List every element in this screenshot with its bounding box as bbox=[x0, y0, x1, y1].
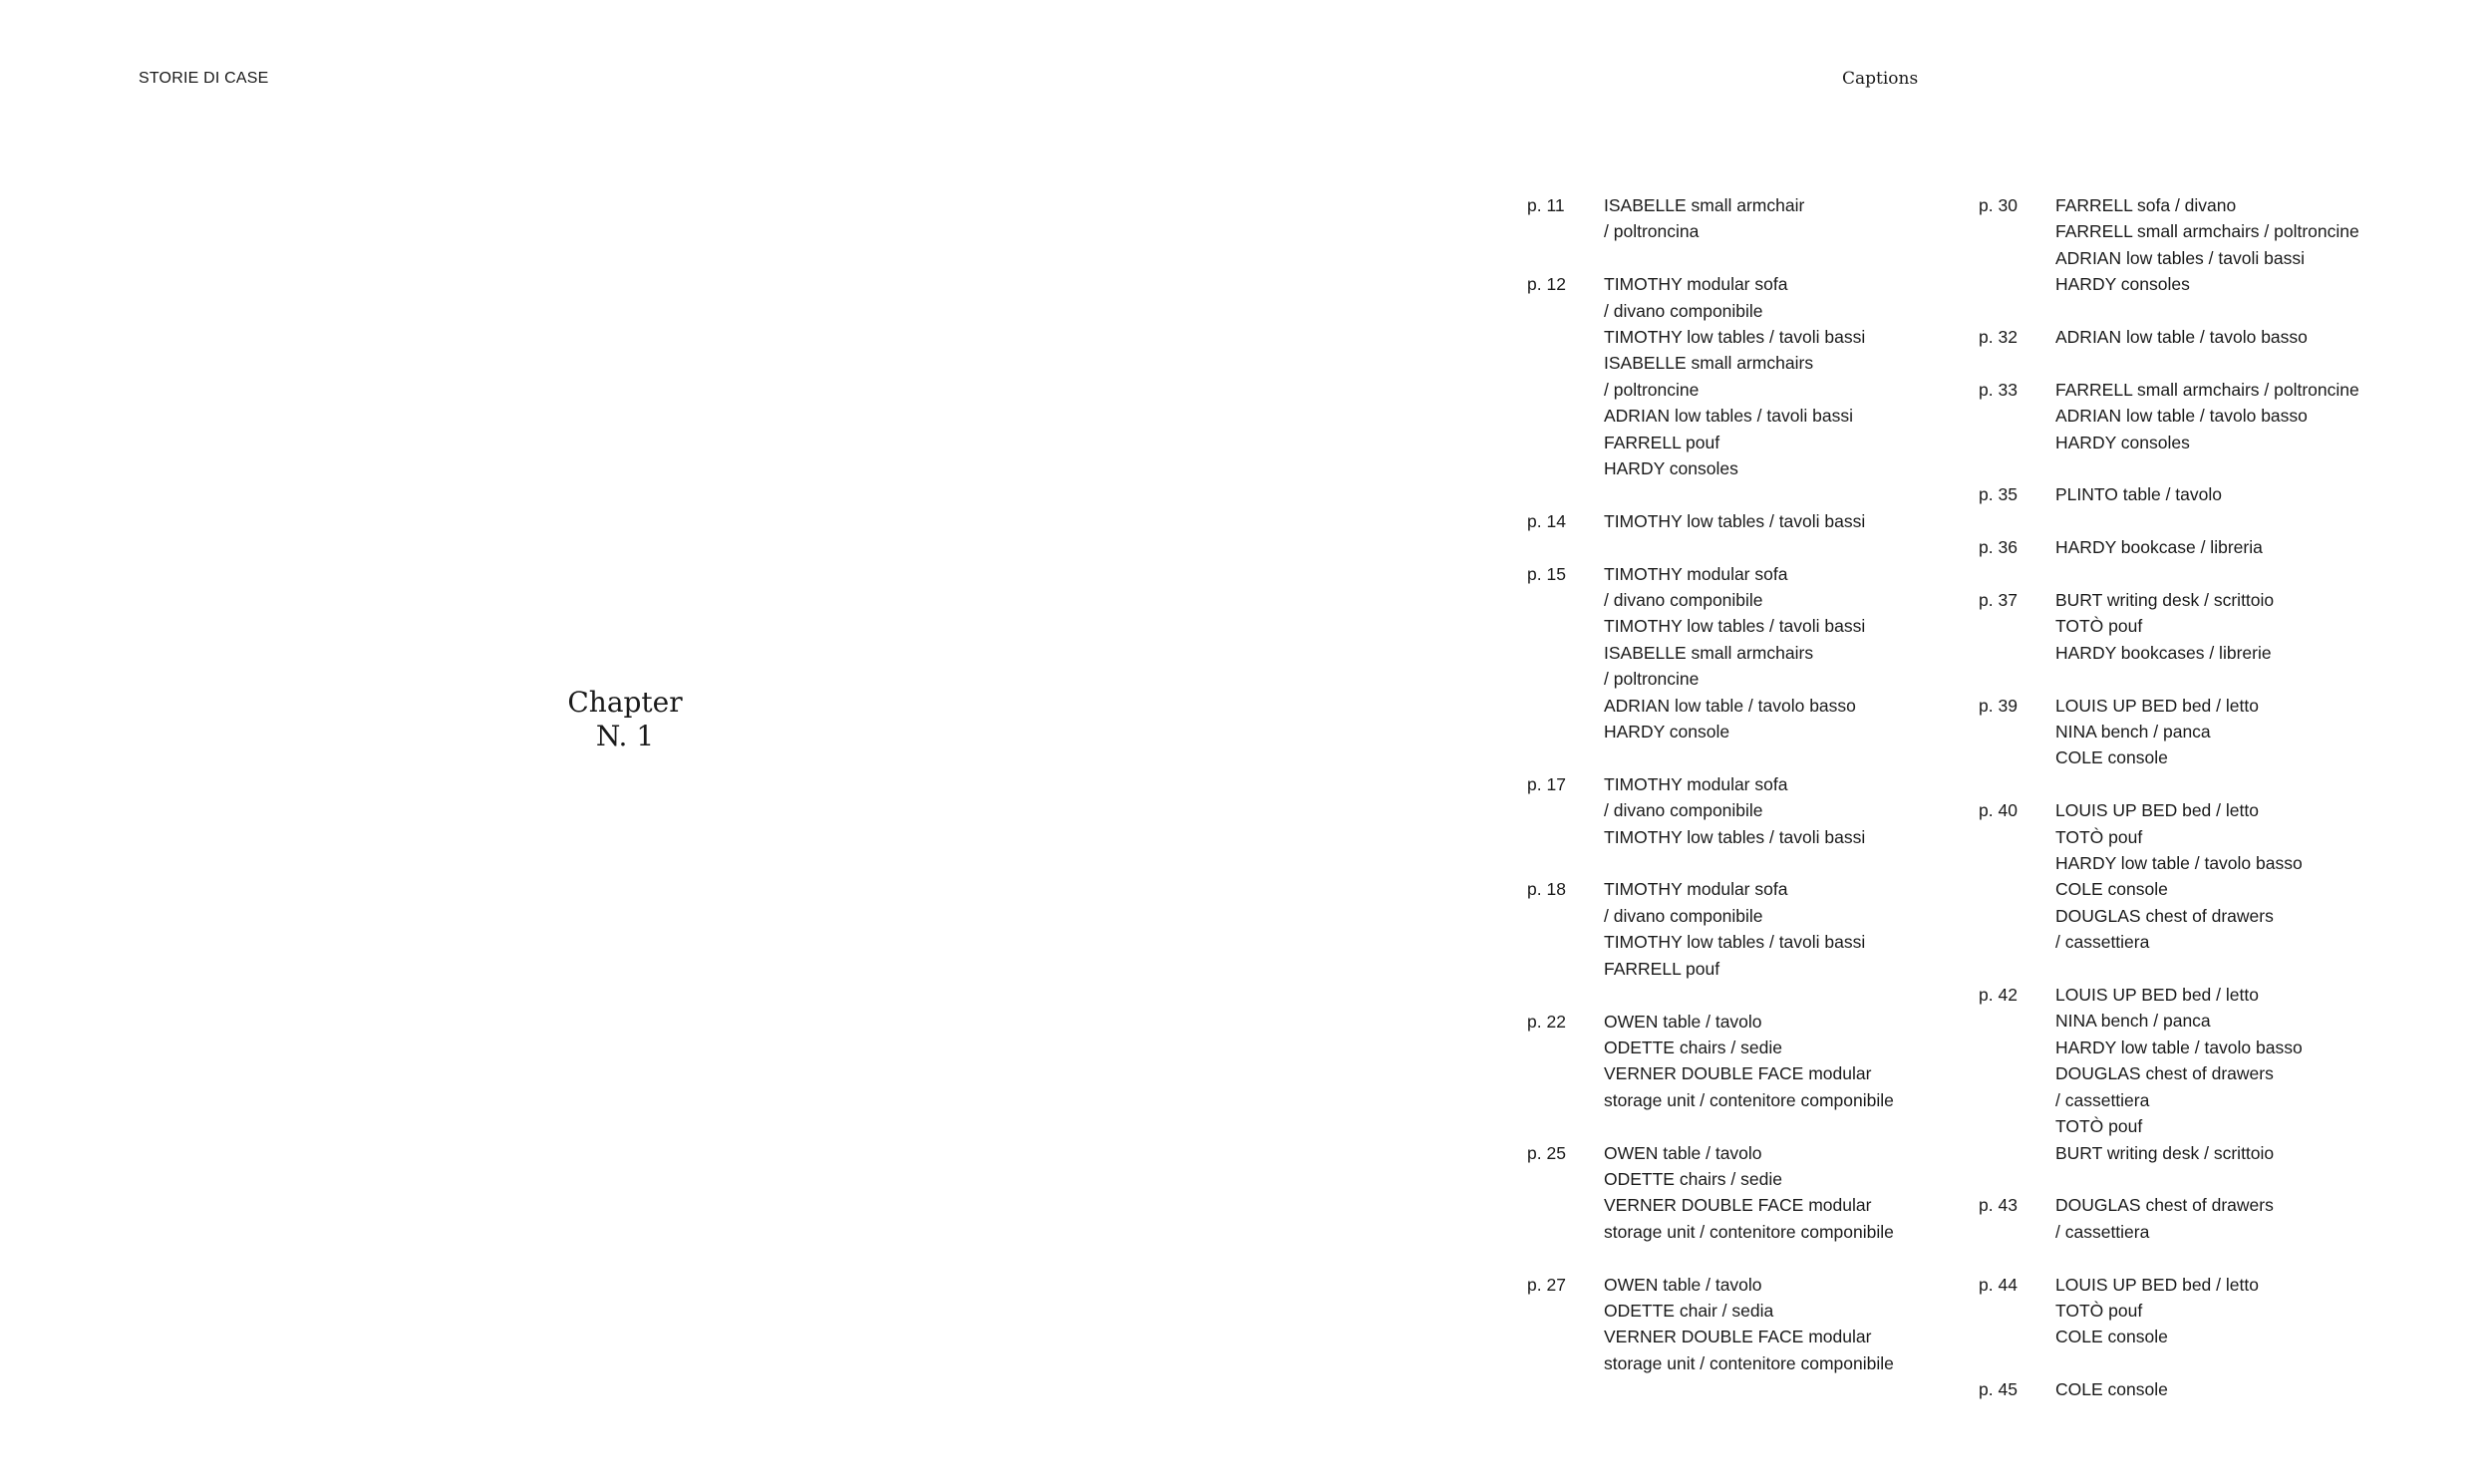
caption-item: VERNER DOUBLE FACE modular bbox=[1604, 1327, 1872, 1347]
caption-page-number: p. 33 bbox=[1979, 379, 2018, 400]
caption-item: COLE console bbox=[2055, 747, 2168, 768]
caption-item: FARRELL small armchairs / poltroncine bbox=[2055, 379, 2359, 400]
caption-item-list bbox=[2055, 534, 2417, 560]
caption-item: NINA bench / panca bbox=[2055, 722, 2211, 742]
caption-item-list bbox=[2055, 1272, 2417, 1350]
caption-item: OWEN table / tavolo bbox=[1604, 1011, 1762, 1032]
chapter-title-line-2: N. 1 bbox=[595, 720, 655, 752]
caption-entry bbox=[1979, 324, 2417, 350]
caption-page-number: p. 25 bbox=[1527, 1142, 1566, 1163]
caption-entry bbox=[1979, 982, 2417, 1166]
caption-entry bbox=[1527, 1009, 1966, 1114]
caption-entry bbox=[1979, 192, 2417, 298]
caption-item: HARDY console bbox=[1604, 722, 1730, 742]
caption-item: ODETTE chairs / sedie bbox=[1604, 1037, 1782, 1057]
caption-item-list bbox=[2055, 693, 2417, 771]
caption-item-list bbox=[1604, 271, 1966, 481]
caption-item: DOUGLAS chest of drawers bbox=[2055, 1195, 2274, 1216]
caption-item: FARRELL pouf bbox=[1604, 958, 1720, 979]
caption-item: VERNER DOUBLE FACE modular bbox=[1604, 1195, 1872, 1216]
caption-item-list bbox=[2055, 797, 2417, 955]
caption-item: DOUGLAS chest of drawers bbox=[2055, 1063, 2274, 1084]
caption-item: OWEN table / tavolo bbox=[1604, 1274, 1762, 1295]
caption-entry bbox=[1527, 876, 1966, 982]
caption-item-list bbox=[2055, 1376, 2417, 1402]
caption-page-number: p. 15 bbox=[1527, 563, 1566, 584]
caption-page-number: p. 37 bbox=[1979, 590, 2018, 611]
caption-item: ODETTE chairs / sedie bbox=[1604, 1168, 1782, 1189]
caption-entry bbox=[1527, 1140, 1966, 1246]
caption-item: TIMOTHY modular sofa bbox=[1604, 879, 1788, 900]
caption-item: ADRIAN low table / tavolo basso bbox=[2055, 327, 2308, 348]
caption-item-list bbox=[1604, 192, 1966, 245]
caption-item: / divano componibile bbox=[1604, 905, 1763, 926]
caption-item: BURT writing desk / scrittoio bbox=[2055, 1142, 2275, 1163]
caption-item: ADRIAN low table / tavolo basso bbox=[1604, 695, 1856, 716]
caption-page-number: p. 35 bbox=[1979, 484, 2018, 505]
caption-entry bbox=[1527, 271, 1966, 481]
caption-page-number: p. 14 bbox=[1527, 510, 1566, 531]
caption-entry bbox=[1527, 1272, 1966, 1377]
caption-item-list bbox=[1604, 876, 1966, 982]
caption-page-number: p. 44 bbox=[1979, 1274, 2018, 1295]
caption-item: ADRIAN low tables / tavoli bassi bbox=[1604, 406, 1853, 427]
caption-page-number: p. 45 bbox=[1979, 1379, 2018, 1400]
caption-page-number: p. 17 bbox=[1527, 773, 1566, 794]
caption-item: / divano componibile bbox=[1604, 300, 1763, 321]
caption-item-list bbox=[1604, 1272, 1966, 1377]
caption-item: HARDY consoles bbox=[2055, 432, 2190, 452]
caption-item: TIMOTHY low tables / tavoli bassi bbox=[1604, 826, 1866, 847]
caption-item: ISABELLE small armchair bbox=[1604, 195, 1805, 215]
caption-item: TIMOTHY low tables / tavoli bassi bbox=[1604, 616, 1866, 637]
caption-item-list bbox=[1604, 561, 1966, 745]
caption-page-number: p. 36 bbox=[1979, 537, 2018, 558]
caption-entry bbox=[1527, 508, 1966, 534]
caption-item: ISABELLE small armchairs bbox=[1604, 353, 1814, 374]
captions-column-2 bbox=[1979, 192, 2417, 1429]
caption-item: COLE console bbox=[2055, 1327, 2168, 1347]
caption-item: / divano componibile bbox=[1604, 800, 1763, 821]
caption-page-number: p. 42 bbox=[1979, 985, 2018, 1006]
caption-item: TIMOTHY low tables / tavoli bassi bbox=[1604, 932, 1866, 953]
caption-item-list bbox=[1604, 1140, 1966, 1246]
caption-item: ODETTE chair / sedia bbox=[1604, 1300, 1774, 1321]
caption-item: FARRELL pouf bbox=[1604, 432, 1720, 452]
captions-column-1 bbox=[1527, 192, 1966, 1403]
running-header-right: Captions bbox=[1842, 69, 1919, 89]
caption-page-number: p. 43 bbox=[1979, 1195, 2018, 1216]
caption-item: VERNER DOUBLE FACE modular bbox=[1604, 1063, 1872, 1084]
chapter-title bbox=[525, 686, 725, 753]
caption-entry bbox=[1979, 1376, 2417, 1402]
caption-entry bbox=[1979, 693, 2417, 771]
caption-item: HARDY bookcases / librerie bbox=[2055, 642, 2272, 663]
caption-page-number: p. 18 bbox=[1527, 879, 1566, 900]
caption-item: ISABELLE small armchairs bbox=[1604, 642, 1814, 663]
caption-entry bbox=[1527, 561, 1966, 745]
caption-item: FARRELL small armchairs / poltroncine bbox=[2055, 221, 2359, 242]
caption-item: LOUIS UP BED bed / letto bbox=[2055, 695, 2259, 716]
caption-item: TIMOTHY modular sofa bbox=[1604, 563, 1788, 584]
caption-item: PLINTO table / tavolo bbox=[2055, 484, 2222, 505]
caption-item: HARDY bookcase / libreria bbox=[2055, 537, 2263, 558]
caption-entry bbox=[1527, 771, 1966, 850]
caption-item: HARDY consoles bbox=[2055, 274, 2190, 295]
caption-item: COLE console bbox=[2055, 879, 2168, 900]
caption-item: BURT writing desk / scrittoio bbox=[2055, 590, 2275, 611]
caption-item: storage unit / contenitore componibile bbox=[1604, 1089, 1894, 1110]
caption-item: / cassettiera bbox=[2055, 1221, 2150, 1242]
caption-item: HARDY low table / tavolo basso bbox=[2055, 853, 2303, 874]
caption-page-number: p. 40 bbox=[1979, 800, 2018, 821]
caption-item: LOUIS UP BED bed / letto bbox=[2055, 800, 2259, 821]
caption-item: / poltroncina bbox=[1604, 221, 1700, 242]
caption-entry bbox=[1979, 587, 2417, 666]
caption-page-number: p. 11 bbox=[1527, 195, 1565, 215]
caption-item: LOUIS UP BED bed / letto bbox=[2055, 1274, 2259, 1295]
caption-entry bbox=[1527, 192, 1966, 245]
caption-entry bbox=[1979, 1272, 2417, 1350]
caption-item-list bbox=[2055, 587, 2417, 666]
caption-item: / poltroncine bbox=[1604, 669, 1700, 690]
caption-page-number: p. 32 bbox=[1979, 327, 2018, 348]
caption-item-list bbox=[1604, 1009, 1966, 1114]
caption-item: OWEN table / tavolo bbox=[1604, 1142, 1762, 1163]
caption-item: ADRIAN low table / tavolo basso bbox=[2055, 406, 2308, 427]
caption-item: / divano componibile bbox=[1604, 590, 1763, 611]
caption-item: / cassettiera bbox=[2055, 932, 2150, 953]
caption-page-number: p. 12 bbox=[1527, 274, 1566, 295]
caption-item-list bbox=[1604, 771, 1966, 850]
caption-entry bbox=[1979, 481, 2417, 507]
caption-item: TOTÒ pouf bbox=[2055, 1300, 2143, 1321]
caption-item: TOTÒ pouf bbox=[2055, 826, 2143, 847]
caption-item: TOTÒ pouf bbox=[2055, 616, 2143, 637]
caption-page-number: p. 22 bbox=[1527, 1011, 1566, 1032]
caption-page-number: p. 30 bbox=[1979, 195, 2018, 215]
caption-item-list bbox=[1604, 508, 1966, 534]
caption-entry bbox=[1979, 534, 2417, 560]
caption-entry bbox=[1979, 1192, 2417, 1245]
caption-item: / poltroncine bbox=[1604, 379, 1700, 400]
running-header-left: STORIE DI CASE bbox=[139, 70, 269, 87]
caption-item: DOUGLAS chest of drawers bbox=[2055, 905, 2274, 926]
caption-item: TIMOTHY modular sofa bbox=[1604, 773, 1788, 794]
caption-entry bbox=[1979, 797, 2417, 955]
caption-item: HARDY low table / tavolo basso bbox=[2055, 1037, 2303, 1057]
chapter-title-line-1: Chapter bbox=[567, 686, 683, 719]
caption-item: TIMOTHY low tables / tavoli bassi bbox=[1604, 510, 1866, 531]
caption-item-list bbox=[2055, 324, 2417, 350]
caption-item: COLE console bbox=[2055, 1379, 2168, 1400]
caption-item-list bbox=[2055, 481, 2417, 507]
caption-page-number: p. 27 bbox=[1527, 1274, 1566, 1295]
caption-item: LOUIS UP BED bed / letto bbox=[2055, 985, 2259, 1006]
caption-item: TOTÒ pouf bbox=[2055, 1116, 2143, 1137]
caption-item-list bbox=[2055, 982, 2417, 1166]
caption-entry bbox=[1979, 377, 2417, 455]
caption-item-list bbox=[2055, 1192, 2417, 1245]
caption-item: FARRELL sofa / divano bbox=[2055, 195, 2237, 215]
caption-item: TIMOTHY modular sofa bbox=[1604, 274, 1788, 295]
caption-item: storage unit / contenitore componibile bbox=[1604, 1221, 1894, 1242]
caption-item: / cassettiera bbox=[2055, 1089, 2150, 1110]
caption-item-list bbox=[2055, 377, 2417, 455]
caption-item: storage unit / contenitore componibile bbox=[1604, 1352, 1894, 1373]
caption-page-number: p. 39 bbox=[1979, 695, 2018, 716]
caption-item-list bbox=[2055, 192, 2417, 298]
caption-item: ADRIAN low tables / tavoli bassi bbox=[2055, 247, 2305, 268]
caption-item: HARDY consoles bbox=[1604, 458, 1738, 479]
caption-item: NINA bench / panca bbox=[2055, 1011, 2211, 1032]
caption-item: TIMOTHY low tables / tavoli bassi bbox=[1604, 327, 1866, 348]
